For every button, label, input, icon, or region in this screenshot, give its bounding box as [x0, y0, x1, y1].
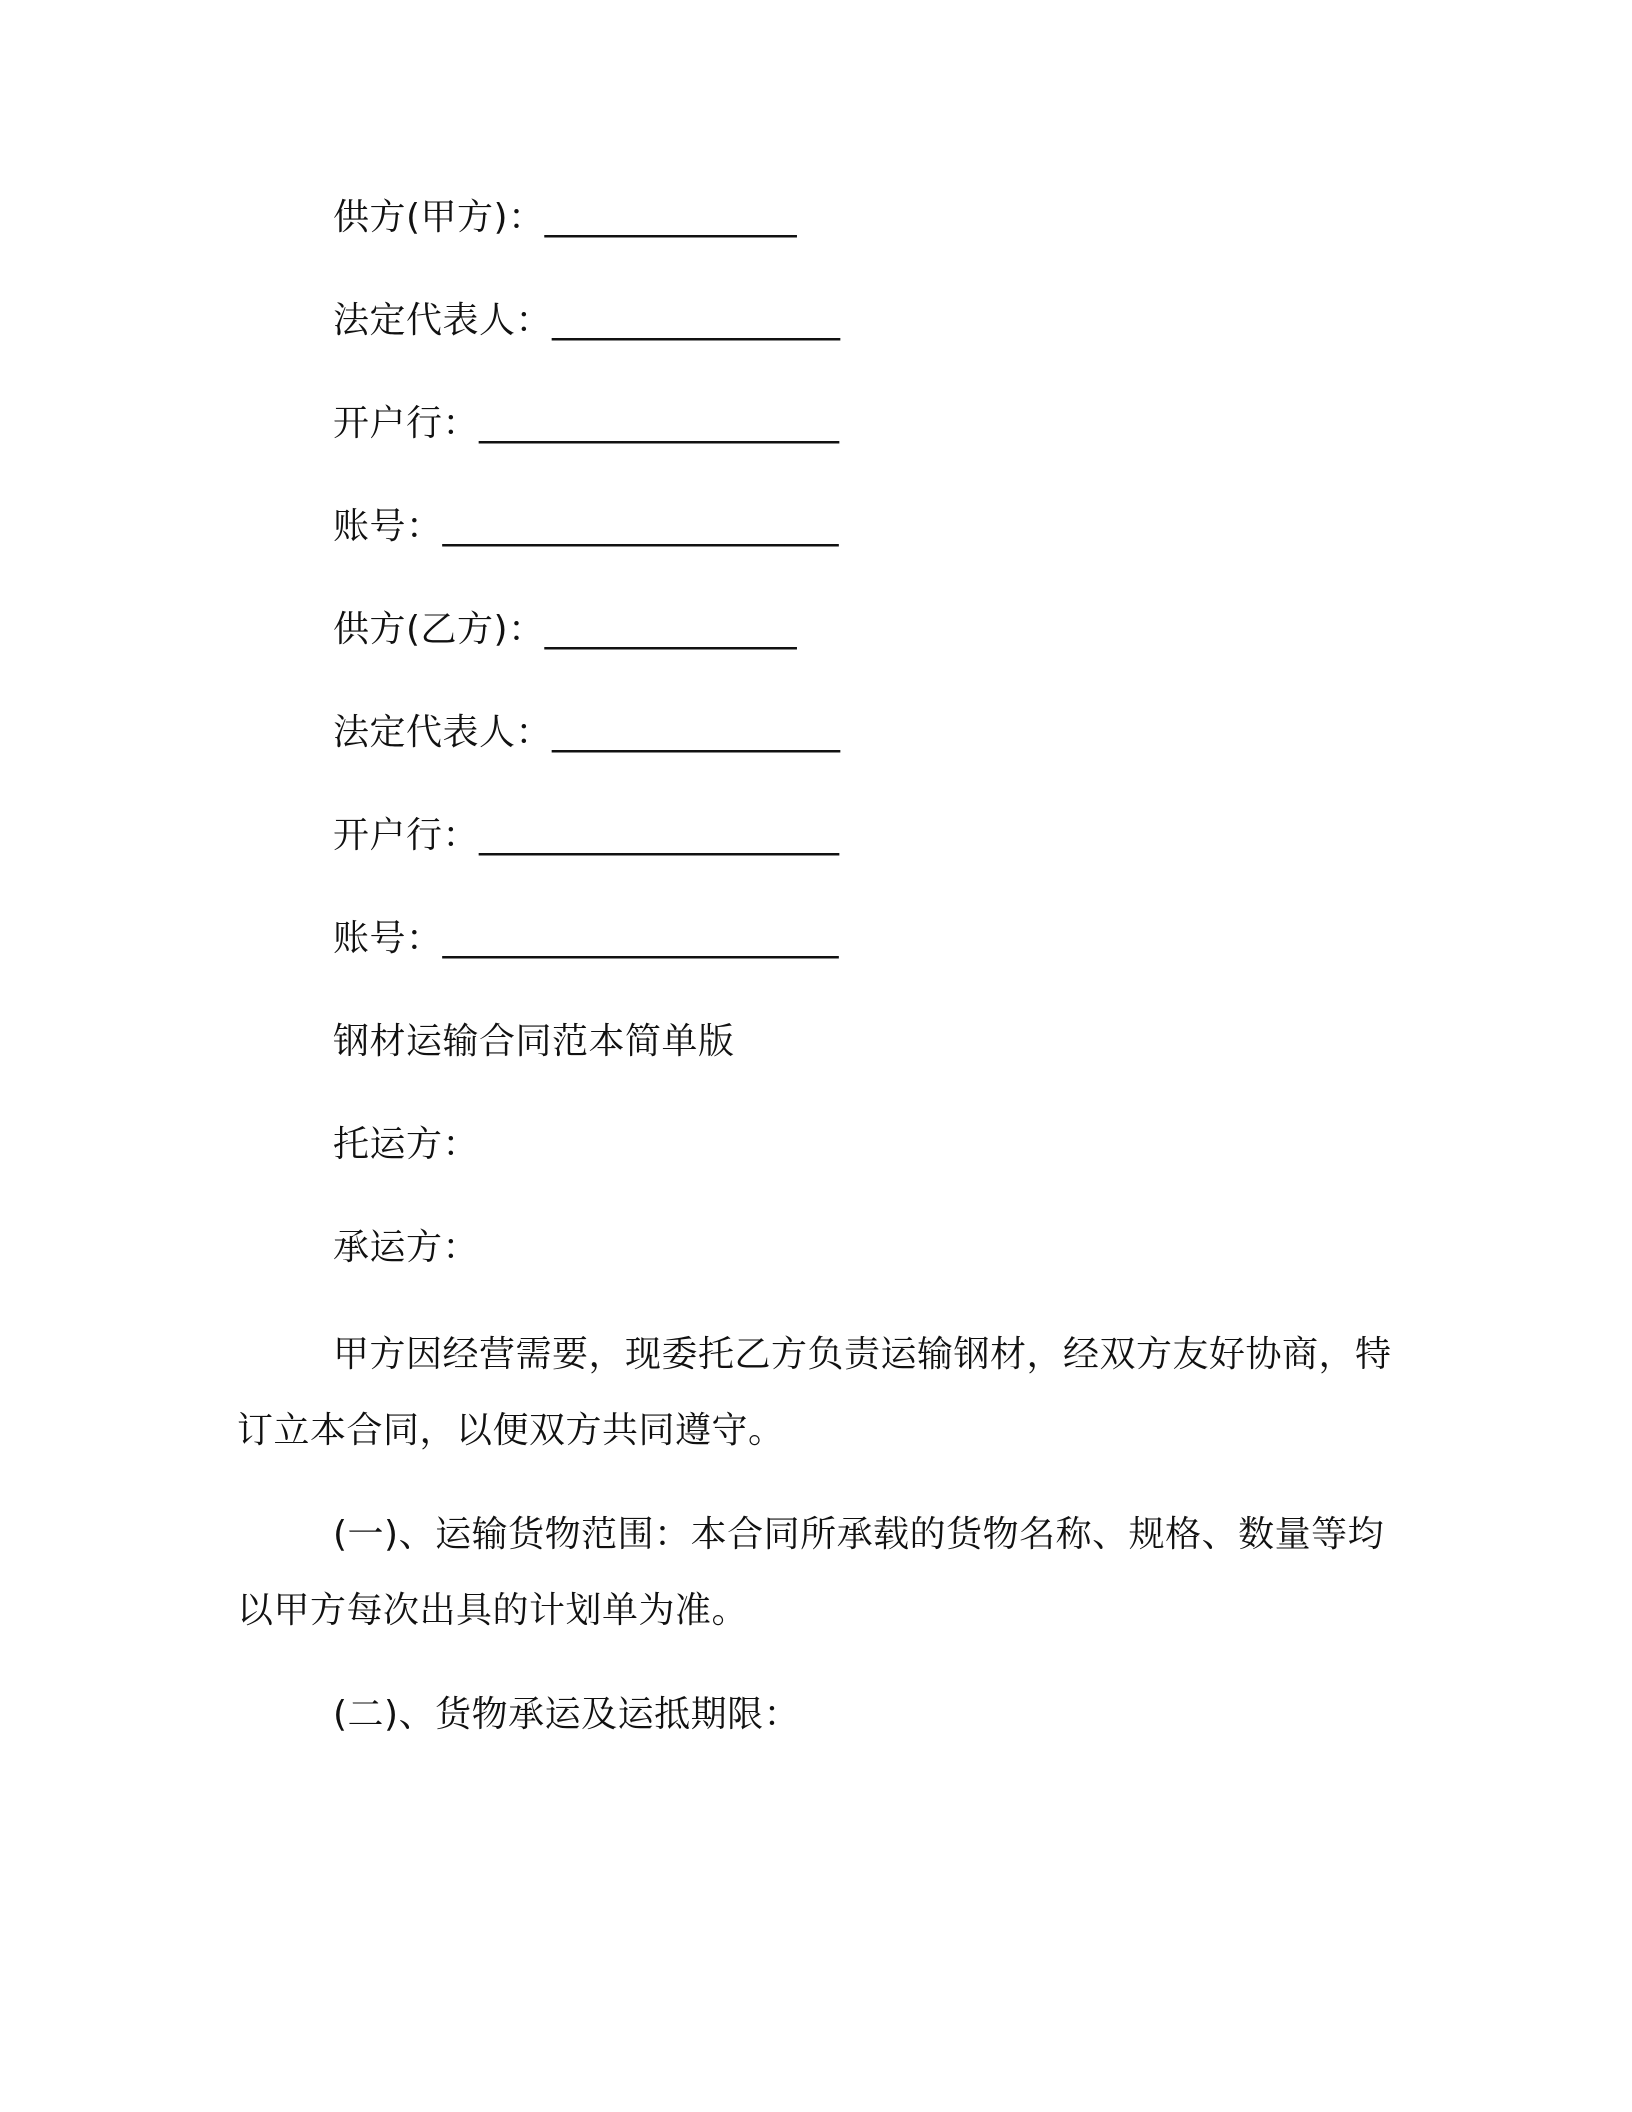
supplier-a-account-blank: ______________________	[442, 506, 839, 547]
supplier-a-bank-label: 开户行：	[333, 403, 480, 444]
supplier-a-bank-line	[333, 402, 839, 446]
supplier-b-name-label: 供方(乙方)：	[333, 609, 545, 650]
supplier-b-bank-label: 开户行：	[333, 815, 480, 856]
supplier-b-representative-line	[333, 711, 840, 755]
shipper-label: 托运方：	[333, 1124, 480, 1165]
supplier-a-bank-blank: ____________________	[479, 403, 840, 444]
supplier-a-name-line	[333, 196, 797, 240]
intro-paragraph: 甲方因经营需要，现委托乙方负责运输钢材，经双方友好协商，特订立本合同，以便双方共同遵守。	[237, 1334, 1392, 1451]
supplier-b-account-line	[333, 917, 839, 961]
supplier-b-representative-blank: ________________	[552, 712, 841, 753]
contract-title: 钢材运输合同范本简单版	[333, 1021, 735, 1062]
supplier-a-representative-blank: ________________	[552, 300, 841, 341]
supplier-a-account-line	[333, 505, 839, 549]
supplier-b-bank-line	[333, 814, 839, 858]
supplier-a-name-blank: ______________	[544, 197, 797, 238]
clause-2-heading: (二)、货物承运及运抵期限：	[333, 1694, 801, 1735]
supplier-a-representative-line	[333, 299, 840, 343]
supplier-b-representative-label: 法定代表人：	[333, 712, 553, 753]
supplier-b-name-line	[333, 608, 797, 652]
supplier-b-name-blank: ______________	[544, 609, 797, 650]
supplier-b-account-blank: ______________________	[442, 918, 839, 959]
supplier-b-bank-blank: ____________________	[479, 815, 840, 856]
carrier-label: 承运方：	[333, 1227, 480, 1268]
supplier-b-account-label: 账号：	[333, 918, 443, 959]
supplier-a-account-label: 账号：	[333, 506, 443, 547]
supplier-a-representative-label: 法定代表人：	[333, 300, 553, 341]
clause-1-paragraph: (一)、运输货物范围：本合同所承载的货物名称、规格、数量等均以甲方每次出具的计划单为准。	[237, 1514, 1385, 1631]
supplier-a-name-label: 供方(甲方)：	[333, 197, 545, 238]
